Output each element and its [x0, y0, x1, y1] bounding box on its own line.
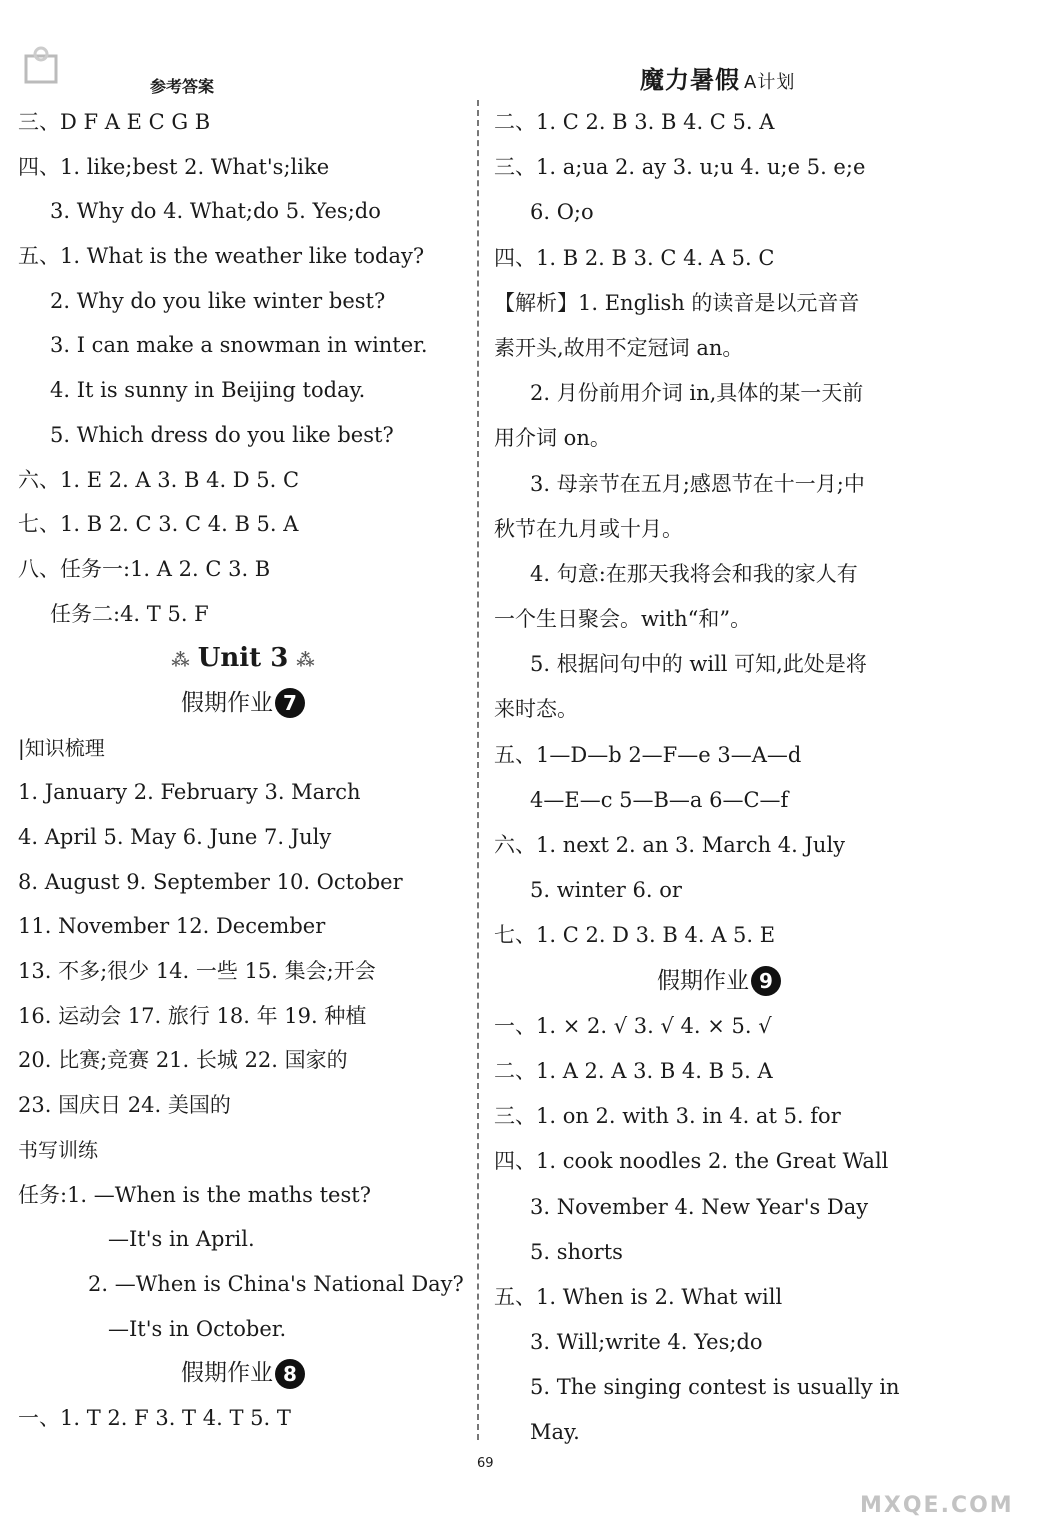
answer-line: 11. November 12. December [18, 914, 326, 939]
answer-line: 3. November 4. New Year's Day [530, 1194, 869, 1219]
answer-line: 四、1. cook noodles 2. the Great Wall [494, 1149, 889, 1174]
header-brand-sub: A计划 [744, 72, 796, 93]
answer-line: 来时态。 [494, 697, 578, 722]
answer-line: 5. 根据问句中的 will 可知,此处是将 [530, 652, 867, 677]
column-divider [477, 100, 479, 1440]
answer-line: 3. 母亲节在五月;感恩节在十一月;中 [530, 471, 865, 496]
homework-number-badge: 8 [275, 1359, 305, 1389]
section-heading: |知识梳理 [18, 735, 105, 760]
right-column [494, 100, 944, 1456]
answer-line: 四、1. like;best 2. What's;like [18, 154, 330, 179]
answer-line: 6. O;o [530, 200, 594, 225]
answer-line: 【解析】1. English 的读音是以元音音 [494, 290, 860, 315]
answer-line: 23. 国庆日 24. 美国的 [18, 1093, 231, 1118]
answer-line: 五、1—D—b 2—F—e 3—A—d [494, 742, 802, 767]
answer-line: 4—E—c 5—B—a 6—C—f [530, 787, 789, 812]
answer-line: 四、1. B 2. B 3. C 4. A 5. C [494, 245, 775, 270]
header-right-title [640, 60, 795, 95]
answer-line: 1. January 2. February 3. March [18, 780, 361, 805]
ornament-icon: ⁂ [296, 650, 315, 672]
page-number: 69 [477, 1456, 494, 1471]
answer-line: 秋节在九月或十月。 [494, 516, 683, 541]
homework-title [494, 959, 944, 1004]
answer-line: 三、D F A E C G B [18, 110, 211, 134]
answer-line: 任务:1. —When is the maths test? [18, 1182, 371, 1207]
answer-line: 3. Why do 4. What;do 5. Yes;do [50, 199, 381, 224]
answer-line: 六、1. E 2. A 3. B 4. D 5. C [18, 467, 300, 492]
answer-line: May. [530, 1420, 580, 1445]
answer-line: 5. The singing contest is usually in [530, 1375, 900, 1400]
answer-line: 5. shorts [530, 1239, 623, 1264]
answer-line: 八、任务一:1. A 2. C 3. B [18, 556, 271, 581]
homework-number-badge: 9 [751, 966, 781, 996]
answer-line: 用介词 on。 [494, 426, 611, 451]
answer-line: 20. 比赛;竞赛 21. 长城 22. 国家的 [18, 1048, 348, 1073]
answer-line: 2. 月份前用介词 in,具体的某一天前 [530, 381, 864, 406]
answer-line: 七、1. B 2. C 3. C 4. B 5. A [18, 512, 299, 537]
answer-line: —It's in April. [108, 1227, 255, 1252]
answer-line: 3. I can make a snowman in winter. [50, 333, 428, 358]
answer-line: 5. winter 6. or [530, 878, 682, 903]
homework-title [18, 681, 468, 726]
answer-line: 5. Which dress do you like best? [50, 422, 394, 447]
answer-line: 4. 句意:在那天我将会和我的家人有 [530, 561, 858, 586]
answer-line: —It's in October. [108, 1316, 287, 1341]
answer-line: 一、1. T 2. F 3. T 4. T 5. T [18, 1405, 291, 1430]
homework-number-badge: 7 [275, 688, 305, 718]
answer-line: 4. It is sunny in Beijing today. [50, 378, 366, 403]
answer-line: 13. 不多;很少 14. 一些 15. 集会;开会 [18, 959, 376, 984]
watermark-text: MXQE.COM [860, 1493, 1014, 1518]
answer-line: 六、1. next 2. an 3. March 4. July [494, 833, 846, 857]
homework-title-text: 假期作业 [657, 967, 749, 994]
homework-title-text: 假期作业 [181, 689, 273, 716]
answer-line: 16. 运动会 17. 旅行 18. 年 19. 种植 [18, 1003, 367, 1028]
answer-line: 一个生日聚会。with“和”。 [494, 607, 752, 632]
answer-line: 五、1. When is 2. What will [494, 1284, 783, 1309]
homework-title [18, 1351, 468, 1396]
answer-line: 七、1. C 2. D 3. B 4. A 5. E [494, 923, 776, 948]
answer-line: 五、1. What is the weather like today? [18, 244, 425, 269]
left-column [18, 100, 468, 1441]
answer-line: 8. August 9. September 10. October [18, 869, 403, 894]
answer-line: 二、1. C 2. B 3. B 4. C 5. A [494, 110, 775, 134]
unit-title-text: Unit 3 [197, 643, 289, 674]
answer-line: 一、1. × 2. √ 3. √ 4. × 5. √ [494, 1013, 772, 1038]
answer-line: 2. Why do you like winter best? [50, 288, 386, 313]
answer-line: 3. Will;write 4. Yes;do [530, 1330, 763, 1355]
answer-line: 4. April 5. May 6. June 7. July [18, 825, 332, 849]
header-logo [20, 46, 64, 86]
answer-line: 素开头,故用不定冠词 an。 [494, 335, 744, 360]
answer-line: 2. —When is China's National Day? [88, 1271, 464, 1296]
answer-line: 二、1. A 2. A 3. B 4. B 5. A [494, 1058, 773, 1083]
homework-title-text: 假期作业 [181, 1360, 273, 1387]
ornament-icon: ⁂ [171, 650, 190, 672]
answer-line: 三、1. on 2. with 3. in 4. at 5. for [494, 1104, 841, 1129]
answer-line: 任务二:4. T 5. F [50, 601, 209, 626]
header-brand: 魔力暑假 [640, 66, 740, 94]
watermark-logo [860, 1448, 1040, 1518]
unit-title [18, 636, 468, 681]
header-left-title: 参考答案 [150, 77, 215, 96]
section-heading: 书写训练 [18, 1137, 98, 1162]
answer-line: 三、1. a;ua 2. ay 3. u;u 4. u;e 5. e;e [494, 155, 866, 180]
